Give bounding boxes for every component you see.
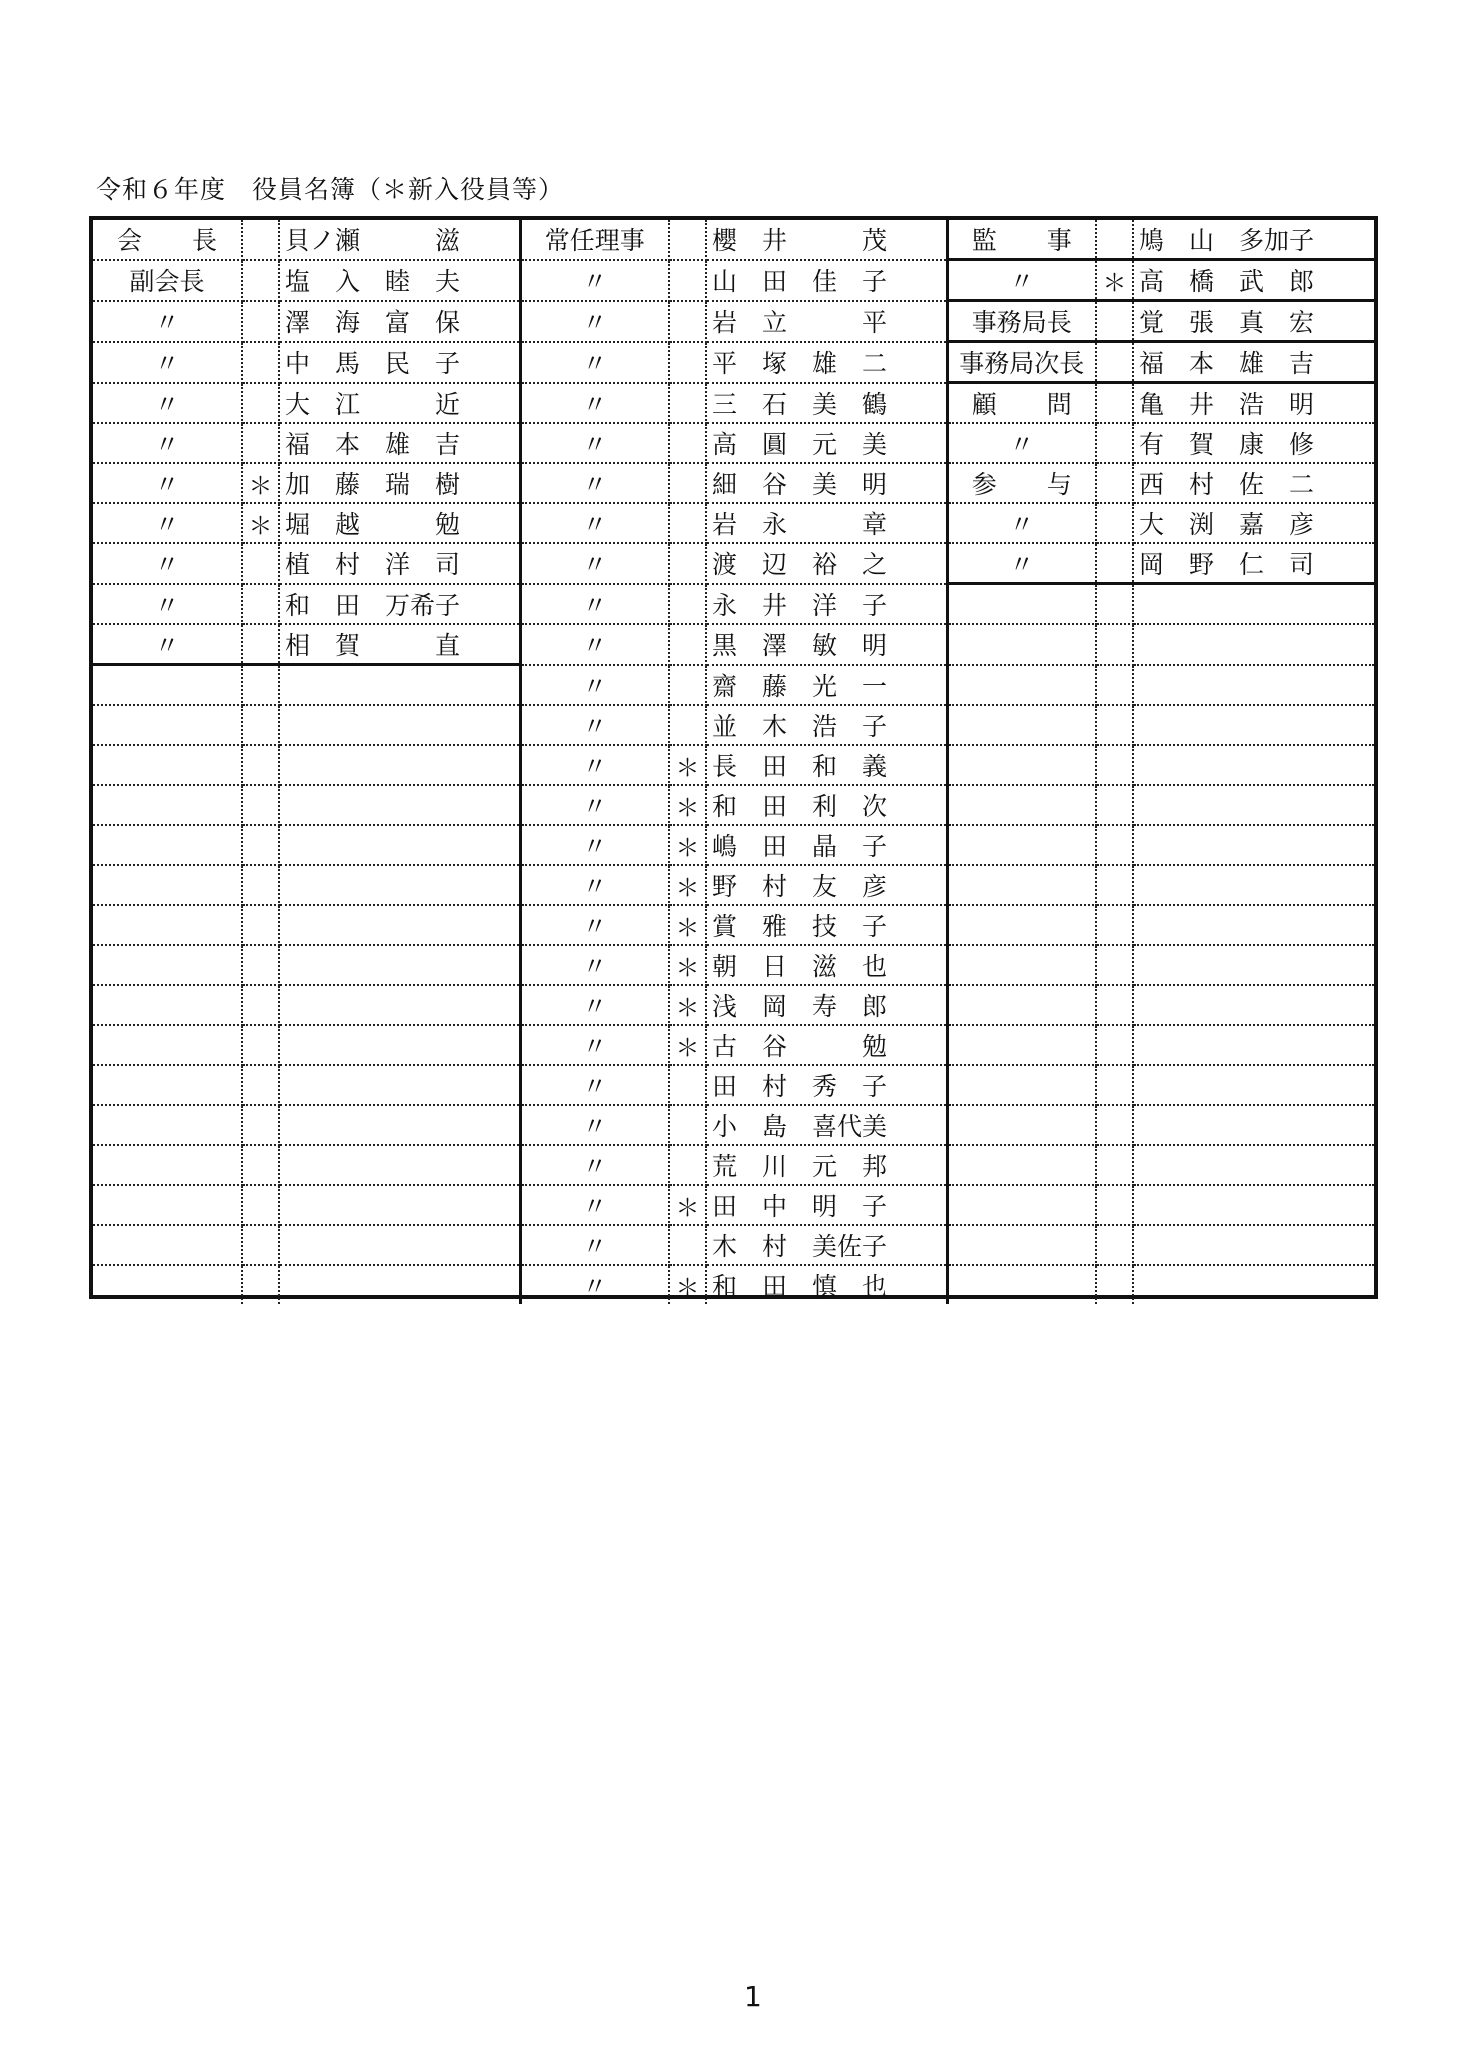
new-mark-cell (1096, 745, 1133, 785)
name-cell: 福 本 雄 吉 (279, 423, 520, 463)
name-cell (1133, 1065, 1374, 1105)
role-cell: 〃 (520, 463, 669, 503)
name-cell (1133, 1185, 1374, 1225)
name-cell: 亀 井 浩 明 (1133, 383, 1374, 424)
name-cell: 岩 立 平 (706, 301, 947, 342)
role-cell (93, 705, 242, 745)
name-cell: 中 馬 民 子 (279, 342, 520, 383)
table-row (93, 1265, 1374, 1304)
new-mark-cell (1096, 624, 1133, 665)
name-cell (1133, 745, 1374, 785)
role-cell: 〃 (520, 1225, 669, 1265)
officer-roster-table (89, 216, 1378, 1302)
new-mark-cell (669, 1145, 706, 1185)
role-cell: 〃 (93, 342, 242, 383)
new-mark-cell (1096, 423, 1133, 463)
table-row (93, 985, 1374, 1025)
table-row (93, 503, 1374, 543)
role-cell: 〃 (520, 865, 669, 905)
role-cell (93, 1185, 242, 1225)
name-cell: 渡 辺 裕 之 (706, 543, 947, 584)
name-cell: 貝ノ瀬 滋 (279, 220, 520, 260)
new-mark-cell (1096, 785, 1133, 825)
new-mark-cell (1096, 1065, 1133, 1105)
role-cell: 〃 (520, 905, 669, 945)
new-mark-cell (242, 1065, 279, 1105)
new-mark-cell (669, 665, 706, 706)
new-mark-cell (669, 705, 706, 745)
name-cell (1133, 584, 1374, 625)
name-cell: 岡 野 仁 司 (1133, 543, 1374, 584)
role-cell (947, 1145, 1096, 1185)
role-cell (947, 584, 1096, 625)
name-cell: 加 藤 瑞 樹 (279, 463, 520, 503)
name-cell (1133, 624, 1374, 665)
name-cell: 賞 雅 技 子 (706, 905, 947, 945)
new-mark-cell (1096, 1225, 1133, 1265)
new-mark-cell (242, 865, 279, 905)
role-cell: 顧 問 (947, 383, 1096, 424)
table-row (93, 423, 1374, 463)
new-mark-cell (1096, 1265, 1133, 1304)
name-cell (1133, 865, 1374, 905)
name-cell: 大 江 近 (279, 383, 520, 424)
table-row (93, 825, 1374, 865)
role-cell: 〃 (520, 985, 669, 1025)
role-cell (93, 1025, 242, 1065)
new-mark-cell (669, 383, 706, 424)
name-cell: 齋 藤 光 一 (706, 665, 947, 706)
name-cell: 大 渕 嘉 彦 (1133, 503, 1374, 543)
new-mark-cell (1096, 543, 1133, 584)
name-cell: 田 村 秀 子 (706, 1065, 947, 1105)
new-mark-cell (669, 1225, 706, 1265)
new-mark-cell (242, 543, 279, 584)
document-title: 令和６年度 役員名簿（＊新入役員等） (96, 175, 565, 204)
role-cell: 〃 (520, 1145, 669, 1185)
name-cell: 平 塚 雄 二 (706, 342, 947, 383)
name-cell (1133, 905, 1374, 945)
name-cell: 高 橋 武 郎 (1133, 260, 1374, 301)
name-cell: 和 田 利 次 (706, 785, 947, 825)
role-cell: 〃 (520, 705, 669, 745)
new-mark-cell: ＊ (669, 865, 706, 905)
name-cell: 永 井 洋 子 (706, 584, 947, 625)
name-cell: 高 圓 元 美 (706, 423, 947, 463)
name-cell (1133, 825, 1374, 865)
name-cell: 鳩 山 多加子 (1133, 220, 1374, 260)
table-row (93, 665, 1374, 706)
new-mark-cell (1096, 705, 1133, 745)
name-cell (1133, 1025, 1374, 1065)
role-cell: 〃 (947, 543, 1096, 584)
table-row (93, 584, 1374, 625)
name-cell (279, 1145, 520, 1185)
name-cell (279, 1225, 520, 1265)
role-cell: 〃 (947, 503, 1096, 543)
page-number: 1 (744, 1980, 762, 2013)
role-cell (93, 1145, 242, 1185)
name-cell: 朝 日 滋 也 (706, 945, 947, 985)
name-cell (279, 865, 520, 905)
name-cell: 荒 川 元 邦 (706, 1145, 947, 1185)
new-mark-cell (669, 503, 706, 543)
new-mark-cell (669, 342, 706, 383)
role-cell: 〃 (93, 301, 242, 342)
role-cell (947, 1265, 1096, 1304)
name-cell (1133, 705, 1374, 745)
new-mark-cell (242, 985, 279, 1025)
role-cell: 〃 (93, 624, 242, 665)
name-cell: 長 田 和 義 (706, 745, 947, 785)
name-cell (279, 785, 520, 825)
new-mark-cell (242, 1185, 279, 1225)
role-cell: 〃 (947, 260, 1096, 301)
role-cell: 〃 (520, 665, 669, 706)
new-mark-cell: ＊ (669, 825, 706, 865)
new-mark-cell: ＊ (242, 503, 279, 543)
table-row (93, 220, 1374, 260)
new-mark-cell (242, 301, 279, 342)
role-cell: 〃 (520, 1065, 669, 1105)
new-mark-cell (1096, 342, 1133, 383)
new-mark-cell (242, 745, 279, 785)
role-cell (947, 705, 1096, 745)
role-cell: 〃 (93, 543, 242, 584)
role-cell: 〃 (520, 423, 669, 463)
new-mark-cell (242, 1025, 279, 1065)
role-cell: 〃 (947, 423, 1096, 463)
role-cell (947, 985, 1096, 1025)
new-mark-cell (1096, 383, 1133, 424)
new-mark-cell (242, 1265, 279, 1304)
role-cell (947, 1225, 1096, 1265)
role-cell (947, 785, 1096, 825)
role-cell (947, 1025, 1096, 1065)
name-cell (1133, 985, 1374, 1025)
name-cell: 有 賀 康 修 (1133, 423, 1374, 463)
name-cell: 並 木 浩 子 (706, 705, 947, 745)
name-cell (279, 1065, 520, 1105)
new-mark-cell (242, 260, 279, 301)
role-cell (93, 1265, 242, 1304)
new-mark-cell (242, 220, 279, 260)
name-cell: 和 田 万希子 (279, 584, 520, 625)
new-mark-cell (669, 423, 706, 463)
role-cell: 事務局次長 (947, 342, 1096, 383)
role-cell (93, 745, 242, 785)
role-cell (93, 825, 242, 865)
table-row (93, 1065, 1374, 1105)
table-row (93, 1225, 1374, 1265)
name-cell (279, 985, 520, 1025)
role-cell (93, 665, 242, 706)
role-cell (93, 1225, 242, 1265)
new-mark-cell (242, 825, 279, 865)
name-cell: 木 村 美佐子 (706, 1225, 947, 1265)
role-cell (93, 1105, 242, 1145)
table-row (93, 301, 1374, 342)
role-cell: 副会長 (93, 260, 242, 301)
new-mark-cell (669, 301, 706, 342)
role-cell (947, 945, 1096, 985)
role-cell: 〃 (520, 1185, 669, 1225)
role-cell: 参 与 (947, 463, 1096, 503)
new-mark-cell (1096, 1145, 1133, 1185)
new-mark-cell: ＊ (669, 985, 706, 1025)
name-cell (1133, 1225, 1374, 1265)
role-cell: 〃 (93, 503, 242, 543)
new-mark-cell (669, 220, 706, 260)
new-mark-cell (669, 1065, 706, 1105)
role-cell: 〃 (520, 503, 669, 543)
new-mark-cell (1096, 985, 1133, 1025)
name-cell: 山 田 佳 子 (706, 260, 947, 301)
name-cell (1133, 665, 1374, 706)
table-row (93, 1185, 1374, 1225)
table-row (93, 705, 1374, 745)
new-mark-cell (242, 342, 279, 383)
new-mark-cell (242, 665, 279, 706)
name-cell (279, 705, 520, 745)
role-cell: 〃 (520, 745, 669, 785)
table-row (93, 624, 1374, 665)
name-cell: 塩 入 睦 夫 (279, 260, 520, 301)
role-cell: 〃 (520, 383, 669, 424)
name-cell (279, 665, 520, 706)
name-cell: 古 谷 勉 (706, 1025, 947, 1065)
new-mark-cell (1096, 665, 1133, 706)
new-mark-cell (242, 705, 279, 745)
name-cell: 浅 岡 寿 郎 (706, 985, 947, 1025)
new-mark-cell (1096, 865, 1133, 905)
role-cell: 監 事 (947, 220, 1096, 260)
table-row (93, 865, 1374, 905)
role-cell: 〃 (520, 1265, 669, 1304)
role-cell (93, 945, 242, 985)
role-cell (947, 825, 1096, 865)
role-cell (947, 1105, 1096, 1145)
new-mark-cell: ＊ (669, 785, 706, 825)
new-mark-cell: ＊ (669, 1025, 706, 1065)
role-cell (947, 905, 1096, 945)
name-cell (1133, 945, 1374, 985)
new-mark-cell: ＊ (242, 463, 279, 503)
new-mark-cell (669, 543, 706, 584)
new-mark-cell (242, 905, 279, 945)
new-mark-cell (669, 260, 706, 301)
role-cell: 〃 (520, 624, 669, 665)
name-cell: 三 石 美 鶴 (706, 383, 947, 424)
name-cell: 相 賀 直 (279, 624, 520, 665)
table-row (93, 383, 1374, 424)
table-row (93, 1145, 1374, 1185)
role-cell: 〃 (520, 543, 669, 584)
name-cell: 澤 海 富 保 (279, 301, 520, 342)
new-mark-cell (242, 1145, 279, 1185)
role-cell: 〃 (520, 584, 669, 625)
table-row (93, 543, 1374, 584)
name-cell: 田 中 明 子 (706, 1185, 947, 1225)
role-cell: 事務局長 (947, 301, 1096, 342)
name-cell: 堀 越 勉 (279, 503, 520, 543)
new-mark-cell: ＊ (669, 745, 706, 785)
name-cell: 黒 澤 敏 明 (706, 624, 947, 665)
table-row (93, 785, 1374, 825)
name-cell (279, 1185, 520, 1225)
name-cell: 櫻 井 茂 (706, 220, 947, 260)
role-cell: 〃 (93, 423, 242, 463)
name-cell (279, 825, 520, 865)
name-cell (279, 1105, 520, 1145)
name-cell: 植 村 洋 司 (279, 543, 520, 584)
new-mark-cell (669, 1105, 706, 1145)
name-cell: 岩 永 章 (706, 503, 947, 543)
name-cell (279, 905, 520, 945)
role-cell: 〃 (520, 342, 669, 383)
table-row (93, 1025, 1374, 1065)
new-mark-cell (1096, 945, 1133, 985)
role-cell: 〃 (520, 260, 669, 301)
name-cell: 福 本 雄 吉 (1133, 342, 1374, 383)
name-cell (1133, 1265, 1374, 1304)
table-row (93, 463, 1374, 503)
new-mark-cell (242, 423, 279, 463)
name-cell: 野 村 友 彦 (706, 865, 947, 905)
new-mark-cell (242, 945, 279, 985)
name-cell (1133, 1145, 1374, 1185)
role-cell: 〃 (520, 301, 669, 342)
new-mark-cell (242, 1105, 279, 1145)
role-cell: 〃 (520, 1025, 669, 1065)
name-cell: 細 谷 美 明 (706, 463, 947, 503)
role-cell: 〃 (520, 945, 669, 985)
new-mark-cell (1096, 220, 1133, 260)
role-cell (947, 1185, 1096, 1225)
new-mark-cell (1096, 1185, 1133, 1225)
new-mark-cell (242, 584, 279, 625)
name-cell: 覚 張 真 宏 (1133, 301, 1374, 342)
new-mark-cell (669, 624, 706, 665)
new-mark-cell (669, 463, 706, 503)
name-cell (1133, 785, 1374, 825)
role-cell (947, 624, 1096, 665)
role-cell: 常任理事 (520, 220, 669, 260)
name-cell (279, 945, 520, 985)
role-cell: 会 長 (93, 220, 242, 260)
new-mark-cell: ＊ (1096, 260, 1133, 301)
name-cell (279, 1265, 520, 1304)
new-mark-cell (1096, 905, 1133, 945)
table-row (93, 260, 1374, 301)
new-mark-cell (669, 584, 706, 625)
new-mark-cell: ＊ (669, 1265, 706, 1304)
name-cell (1133, 1105, 1374, 1145)
role-cell (93, 905, 242, 945)
table-row (93, 945, 1374, 985)
role-cell: 〃 (93, 463, 242, 503)
new-mark-cell (1096, 1025, 1133, 1065)
new-mark-cell (1096, 825, 1133, 865)
role-cell: 〃 (93, 383, 242, 424)
role-cell (93, 985, 242, 1025)
new-mark-cell (242, 1225, 279, 1265)
role-cell (93, 865, 242, 905)
role-cell (947, 865, 1096, 905)
name-cell: 嶋 田 晶 子 (706, 825, 947, 865)
table-row (93, 905, 1374, 945)
table-row (93, 1105, 1374, 1145)
role-cell: 〃 (520, 1105, 669, 1145)
new-mark-cell: ＊ (669, 905, 706, 945)
new-mark-cell (1096, 301, 1133, 342)
name-cell (279, 745, 520, 785)
role-cell (947, 1065, 1096, 1105)
role-cell (93, 785, 242, 825)
name-cell (279, 1025, 520, 1065)
new-mark-cell (242, 383, 279, 424)
new-mark-cell (1096, 584, 1133, 625)
new-mark-cell: ＊ (669, 1185, 706, 1225)
new-mark-cell (1096, 1105, 1133, 1145)
roster-body (93, 220, 1374, 1304)
new-mark-cell (242, 785, 279, 825)
new-mark-cell (1096, 463, 1133, 503)
table-row (93, 342, 1374, 383)
name-cell: 小 島 喜代美 (706, 1105, 947, 1145)
name-cell: 和 田 慎 也 (706, 1265, 947, 1304)
new-mark-cell (1096, 503, 1133, 543)
role-cell: 〃 (520, 825, 669, 865)
role-cell: 〃 (93, 584, 242, 625)
new-mark-cell (242, 624, 279, 665)
role-cell (947, 665, 1096, 706)
role-cell (93, 1065, 242, 1105)
name-cell: 西 村 佐 二 (1133, 463, 1374, 503)
new-mark-cell: ＊ (669, 945, 706, 985)
role-cell (947, 745, 1096, 785)
table-row (93, 745, 1374, 785)
role-cell: 〃 (520, 785, 669, 825)
